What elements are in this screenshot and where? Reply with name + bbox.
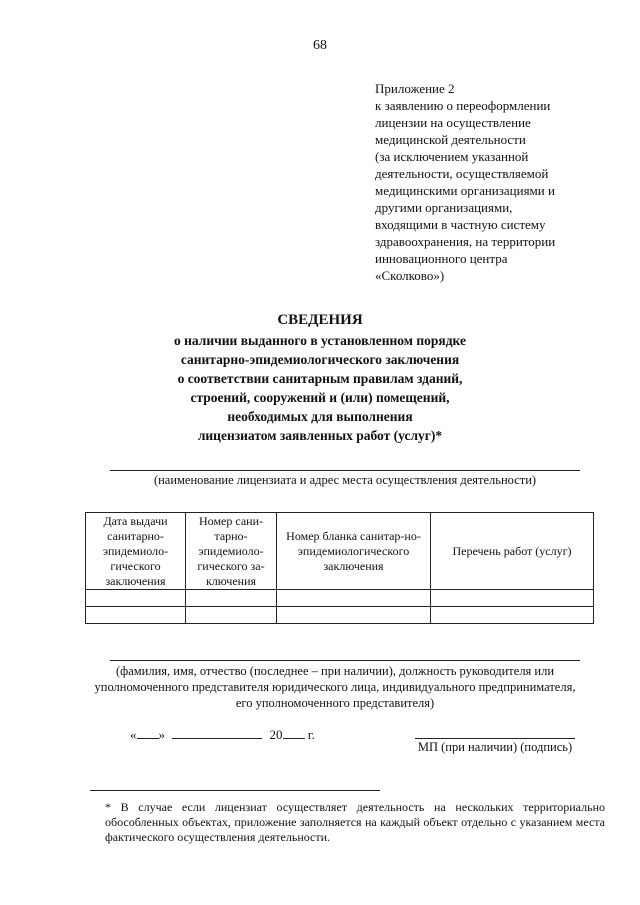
column-header-form-number: Номер бланка санитар-но-эпидемиологического заключения: [277, 513, 431, 590]
signature-line[interactable]: [415, 738, 575, 739]
table-cell[interactable]: [186, 607, 277, 624]
title-main: СВЕДЕНИЯ: [277, 312, 363, 328]
day-blank[interactable]: [137, 726, 159, 739]
table-cell[interactable]: [277, 607, 431, 624]
appendix-line: (за исключением указанной: [375, 149, 529, 164]
title-line: необходимых для выполнения: [227, 409, 413, 424]
appendix-line: медицинской деятельности: [375, 132, 526, 147]
date-field: [130, 726, 315, 743]
appendix-line: «Сколково»): [375, 268, 445, 283]
appendix-line: другими организациями,: [375, 200, 513, 215]
appendix-line: Приложение 2: [375, 81, 455, 96]
signer-caption-line: его уполномоченного представителя): [235, 696, 435, 710]
licensee-name-line[interactable]: [110, 470, 580, 471]
table-header-row: [86, 513, 594, 590]
column-header-conclusion-number: Номер сани-тарно-эпидемиоло-гического за-ключения: [186, 513, 277, 590]
title-line: о соответствии санитарным правилам зданий,: [177, 371, 463, 386]
table-cell[interactable]: [86, 590, 186, 607]
table-cell[interactable]: [277, 590, 431, 607]
footnote-separator: [90, 790, 380, 791]
table-cell[interactable]: [186, 590, 277, 607]
date-open-quote: «: [130, 727, 137, 742]
appendix-line: инновационного центра: [375, 251, 508, 266]
column-header-works-list: Перечень работ (услуг): [431, 513, 594, 590]
signer-caption: [40, 663, 630, 711]
table-cell[interactable]: [431, 607, 594, 624]
column-header-issue-date: Дата выдачи санитарно-эпидемиоло-гического заключения: [86, 513, 186, 590]
title-line: санитарно-эпидемиологического заключения: [180, 352, 460, 367]
appendix-note: [375, 80, 610, 284]
month-blank[interactable]: [172, 726, 262, 739]
date-close-quote: »: [158, 727, 165, 742]
table-row: [86, 607, 594, 624]
signer-caption-line: уполномоченного представителя юридического лица, индивидуального предпринимателя,: [94, 680, 576, 694]
appendix-line: входящими в частную систему: [375, 217, 546, 232]
table-cell[interactable]: [86, 607, 186, 624]
title-line: о наличии выданного в установленном порядке: [174, 333, 466, 348]
signature-caption: МП (при наличии) (подпись): [417, 740, 573, 754]
appendix-line: деятельности, осуществляемой: [375, 166, 549, 181]
appendix-line: к заявлению о переоформлении: [375, 98, 551, 113]
conclusion-table: [85, 512, 594, 624]
year-prefix: 20: [269, 727, 283, 742]
document-title: [0, 312, 640, 445]
footnote: * В случае если лицензиат осуществляет деятельность на нескольких территориально обособленных объектах, приложение заполняется на каждый объект отдельно с указанием места фактического осуществления деятельности.: [105, 800, 605, 844]
year-blank[interactable]: [283, 726, 305, 739]
appendix-line: здравоохранения, на территории: [375, 234, 556, 249]
appendix-line: медицинскими организациями и: [375, 183, 555, 198]
title-line: лицензиатом заявленных работ (услуг)*: [197, 428, 443, 443]
title-subtitle: [0, 331, 640, 445]
title-line: строений, сооружений и (или) помещений,: [190, 390, 450, 405]
table-row: [86, 590, 594, 607]
signer-name-line[interactable]: [110, 660, 580, 661]
page-number: 68: [313, 38, 327, 53]
table-cell[interactable]: [431, 590, 594, 607]
year-suffix: г.: [304, 727, 315, 742]
signer-caption-line: (фамилия, имя, отчество (последнее – при наличии), должность руководителя или: [115, 664, 555, 678]
licensee-caption: (наименование лицензиата и адрес места осуществления деятельности): [153, 473, 537, 487]
appendix-line: лицензии на осуществление: [375, 115, 531, 130]
